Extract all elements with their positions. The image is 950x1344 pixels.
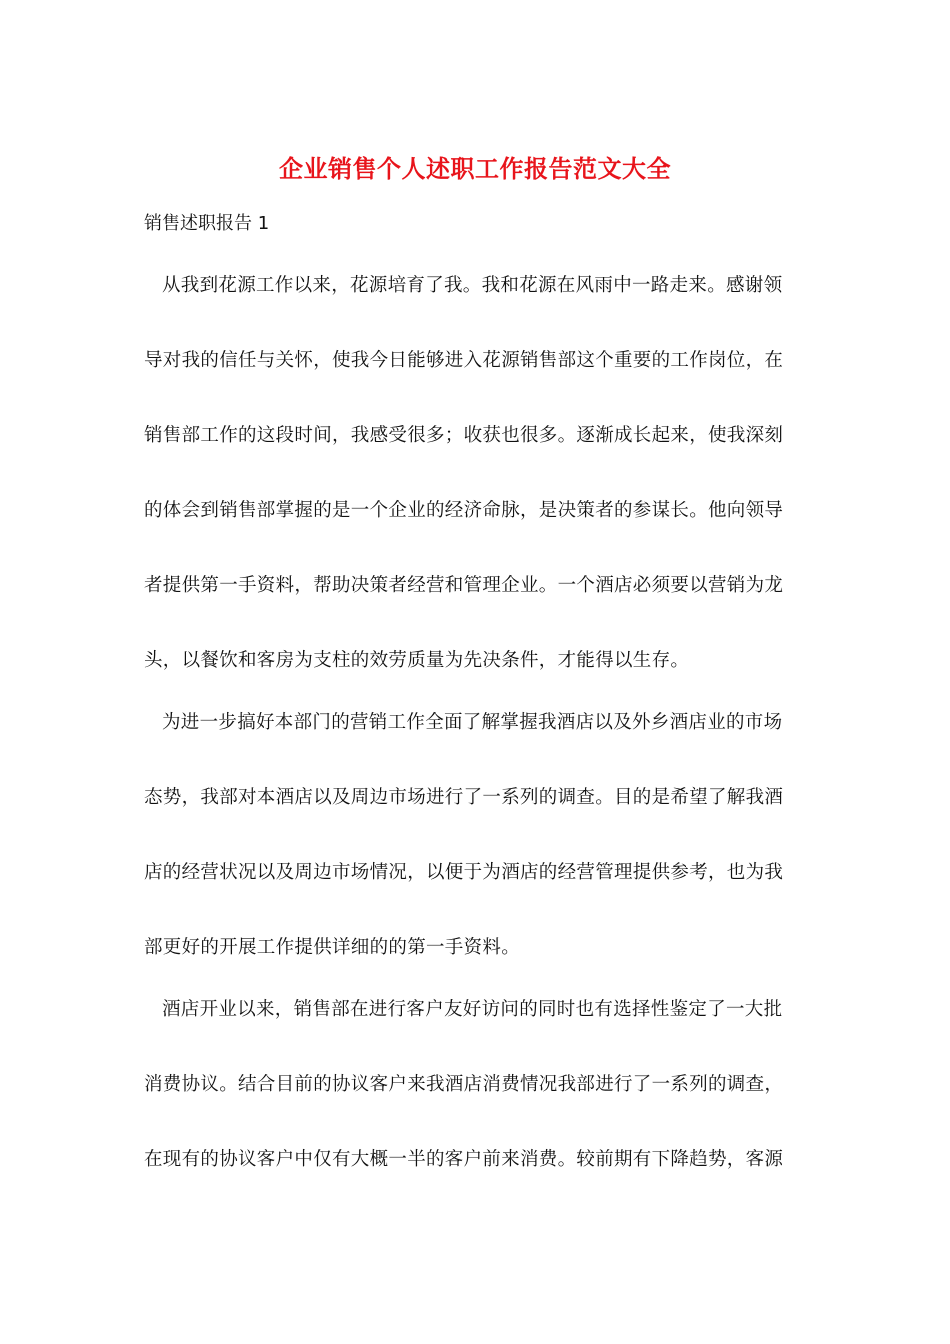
paragraph-line: 为进一步搞好本部门的营销工作全面了解掌握我酒店以及外乡酒店业的市场: [162, 712, 783, 733]
paragraph-line: 从我到花源工作以来，花源培育了我。我和花源在风雨中一路走来。感谢领: [162, 275, 783, 296]
paragraph-line: 消费协议。结合目前的协议客户来我酒店消费情况我部进行了一系列的调查，: [144, 1074, 784, 1095]
section-heading: 销售述职报告 1: [144, 213, 270, 234]
paragraph-line: 在现有的协议客户中仅有大概一半的客户前来消费。较前期有下降趋势，客源: [144, 1149, 784, 1170]
paragraph-line: 头，以餐饮和客房为支柱的效劳质量为先决条件，才能得以生存。: [144, 650, 690, 671]
paragraph-line: 导对我的信任与关怀，使我今日能够进入花源销售部这个重要的工作岗位，在: [144, 350, 784, 371]
paragraph-line: 者提供第一手资料，帮助决策者经营和管理企业。一个酒店必须要以营销为龙: [144, 575, 784, 596]
paragraph-line: 部更好的开展工作提供详细的的第一手资料。: [144, 937, 521, 958]
document-title: 企业销售个人述职工作报告范文大全: [279, 154, 671, 183]
paragraph-line: 酒店开业以来，销售部在进行客户友好访问的同时也有选择性鉴定了一大批: [162, 999, 783, 1020]
paragraph-line: 销售部工作的这段时间，我感受很多；收获也很多。逐渐成长起来，使我深刻: [144, 425, 784, 446]
paragraph-line: 店的经营状况以及周边市场情况，以便于为酒店的经营管理提供参考，也为我: [144, 862, 784, 883]
paragraph-line: 态势，我部对本酒店以及周边市场进行了一系列的调查。目的是希望了解我酒: [144, 787, 784, 808]
paragraph-line: 的体会到销售部掌握的是一个企业的经济命脉，是决策者的参谋长。他向领导: [144, 500, 784, 521]
